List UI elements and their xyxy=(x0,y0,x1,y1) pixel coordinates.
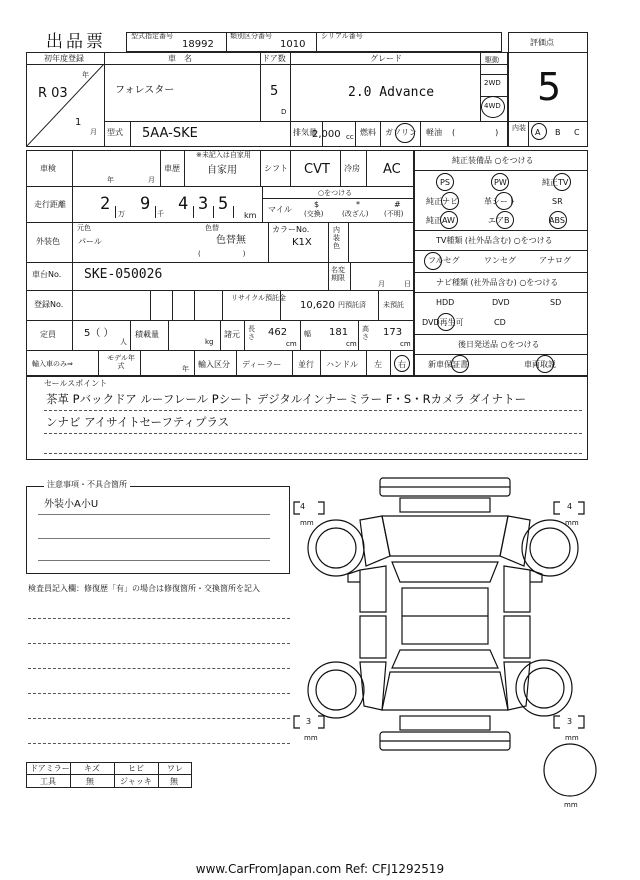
equip-abs: ABS xyxy=(549,216,565,225)
equip-leather-circle xyxy=(495,192,513,210)
fuel-light-oil: 軽油 xyxy=(426,128,442,137)
equip-sr: SR xyxy=(552,197,563,206)
mileage-digit: 3 xyxy=(198,194,209,214)
interior-color-label: 内装色 xyxy=(333,226,340,251)
mileage-exchange-sym: $ xyxy=(314,200,320,209)
name-change-day: 日 xyxy=(404,280,411,288)
tv-fullseg: フルセグ xyxy=(428,256,460,265)
drive-4wd-circle xyxy=(481,96,505,118)
after-warranty: 新車保証書 xyxy=(428,360,468,369)
import-dealer: ディーラー xyxy=(242,360,282,369)
doors-label: ドア数 xyxy=(262,54,286,63)
mileage-unknown-sym: # xyxy=(394,200,401,209)
shift-value: CVT xyxy=(304,162,330,177)
load-label: 積載量 xyxy=(135,330,159,339)
equip-aw: 純正AW xyxy=(426,216,455,225)
mileage-unit: km xyxy=(244,211,257,220)
mileage-digit: 9 xyxy=(140,194,151,214)
drive-2wd: 2WD xyxy=(484,79,501,87)
mileage-circle-note: ○をつける xyxy=(318,189,353,197)
missing-h3: ヒビ xyxy=(128,764,144,773)
capacity-unit: 人 xyxy=(120,338,127,346)
mileage-man-unit: 万 xyxy=(118,210,125,218)
missing-r1: 工具 xyxy=(40,777,56,786)
interior-grade-b: B xyxy=(555,128,561,137)
dims-label: 諸元 xyxy=(224,330,240,339)
recycle-unit: 円預託済 xyxy=(338,301,366,309)
tire-rl-depth: 3 xyxy=(306,717,312,726)
capacity-label: 定員 xyxy=(40,330,56,339)
handle-right-circle xyxy=(394,355,410,372)
interior-a-circle xyxy=(531,123,547,140)
model-year-unit: 年 xyxy=(182,365,189,373)
color-label: 外装色 xyxy=(36,237,60,246)
model-year-label: モデル年式 xyxy=(107,354,135,371)
navi-cd: CD xyxy=(494,318,506,327)
fuel-gasoline-circle xyxy=(395,123,415,143)
class-label: 類別区分番号 xyxy=(230,32,272,40)
tv-type-title: TV種類 (社外品含む) ○をつける xyxy=(436,236,553,245)
navi-hdd: HDD xyxy=(436,298,455,307)
type-cert-label: 型式指定番号 xyxy=(131,32,173,40)
missing-r2: 無 xyxy=(86,777,94,786)
mileage-altered-sym: * xyxy=(356,200,360,209)
serial-label: シリアル番号 xyxy=(321,32,363,40)
tv-oneseg: ワンセグ xyxy=(484,256,516,265)
missing-h1: ドアミラー xyxy=(30,764,70,773)
model-label: 型式 xyxy=(107,128,123,137)
interior-label: 内装 xyxy=(512,124,526,132)
model-value: 5AA-SKE xyxy=(142,126,198,141)
shift-label: シフト xyxy=(264,164,288,173)
type-cert-value: 18992 xyxy=(182,39,214,50)
notes-line1: 外装小A小U xyxy=(44,499,99,510)
height-value: 173 xyxy=(383,327,403,338)
mileage-altered: (改ざん) xyxy=(342,210,369,218)
equip-abs-circle xyxy=(549,211,567,229)
mileage-digit: 5 xyxy=(218,194,229,214)
history-label: 車歴 xyxy=(164,164,180,173)
mileage-exchange: (交換) xyxy=(304,210,324,218)
rating-value: 5 xyxy=(537,65,562,109)
color-no-value: K1X xyxy=(292,237,312,248)
equip-tv: 純正TV xyxy=(542,178,569,187)
tire-rr-unit: mm xyxy=(565,734,579,742)
doors-value: 5 xyxy=(270,84,279,99)
rating-label: 評価点 xyxy=(530,38,554,47)
handle-right: 右 xyxy=(398,360,406,369)
interior-grade-c: C xyxy=(574,128,580,137)
tv-analog: アナログ xyxy=(539,256,571,265)
mileage-miles: マイル xyxy=(268,205,292,214)
fuel-label: 燃料 xyxy=(360,128,376,137)
ac-label: 冷房 xyxy=(344,164,360,173)
length-value: 462 xyxy=(268,327,288,338)
chassis-value: SKE-050026 xyxy=(84,267,163,282)
load-unit: kg xyxy=(205,338,214,346)
spare-tire-unit: mm xyxy=(564,801,578,809)
first-reg-era: R 03 xyxy=(38,86,68,101)
equip-pw-circle xyxy=(491,173,509,191)
length-label: 長さ xyxy=(248,325,255,342)
color-paren: ( ) xyxy=(198,250,246,258)
height-label: 高さ xyxy=(362,325,369,342)
notes-label: 注意事項・不具合箇所 xyxy=(44,481,130,489)
grade-label: グレード xyxy=(370,54,402,63)
mileage-unknown: (不明) xyxy=(384,210,404,218)
sales-point-line2: ンナビ アイサイトセーフティプラス xyxy=(46,415,230,429)
equip-airbag-circle xyxy=(496,211,514,229)
chassis-label: 車台No. xyxy=(32,270,62,279)
capacity-value: 5（ ） xyxy=(84,328,114,339)
height-unit: cm xyxy=(400,340,411,348)
recycle-label: リサイクル預託金 xyxy=(231,294,287,302)
car-name-value: フォレスター xyxy=(115,85,175,96)
import-parallel: 並行 xyxy=(298,360,314,369)
after-send-title: 後日発送品 ○をつける xyxy=(458,340,540,349)
car-damage-diagram xyxy=(290,470,600,810)
equip-leather: 革シート xyxy=(484,197,516,206)
inspection-month-unit: 月 xyxy=(148,176,155,184)
tire-fl-depth: 4 xyxy=(300,502,306,511)
name-change-label: 名変期限 xyxy=(331,266,345,283)
mileage-digit: 2 xyxy=(100,194,111,214)
tv-fullseg-circle xyxy=(424,252,442,270)
first-reg-month: 1 xyxy=(75,117,82,128)
fuel-paren: ( ) xyxy=(452,128,499,137)
mileage-digit: 4 xyxy=(178,194,189,214)
tire-rr-depth: 3 xyxy=(567,717,573,726)
drive-label: 駆動 xyxy=(485,56,499,64)
handle-left: 左 xyxy=(374,360,382,369)
navi-dvd-play: DVD再生可 xyxy=(422,318,464,327)
missing-h4: ワレ xyxy=(167,764,183,773)
drive-4wd: 4WD xyxy=(484,102,501,110)
equip-airbag: エアB xyxy=(488,216,510,225)
equip-tv-circle xyxy=(553,173,571,191)
displacement-unit: cc xyxy=(346,133,354,141)
regno-label: 登録No. xyxy=(34,300,64,309)
sales-point-line1: 茶革 Pバックドア ルーフレール Pシート デジタルインナーミラー F・S・Rカメラ ダイナトー xyxy=(46,392,527,406)
missing-r3: ジャッキ xyxy=(120,777,152,786)
width-label: 幅 xyxy=(304,330,311,338)
color-change-label: 色替 xyxy=(205,224,219,232)
color-change-value: 色替無 xyxy=(216,235,246,246)
car-name-label: 車 名 xyxy=(168,54,192,63)
displacement-value: 2,000 xyxy=(312,129,341,140)
sales-point-label: セールスポイント xyxy=(44,379,108,388)
footer-watermark: www.CarFromJapan.com Ref: CFJ1292519 xyxy=(195,862,445,876)
equip-navi-circle xyxy=(441,192,459,210)
color-orig-label: 元色 xyxy=(77,224,91,232)
import-type-label: 輸入区分 xyxy=(198,360,230,369)
history-value: 自家用 xyxy=(207,165,237,176)
interior-grade-a: A xyxy=(535,128,541,137)
navi-dvd-play-circle xyxy=(437,313,455,331)
mileage-sen-unit: 千 xyxy=(157,210,164,218)
color-no-label: カラーNo. xyxy=(272,225,310,234)
width-unit: cm xyxy=(346,340,357,348)
doors-sub: D xyxy=(281,108,287,116)
after-warranty-circle xyxy=(451,355,469,373)
equip-ps: PS xyxy=(440,178,450,187)
equip-pw: PW xyxy=(494,178,507,187)
first-reg-label: 初年度登録 xyxy=(44,54,84,63)
name-change-month: 月 xyxy=(378,280,385,288)
tire-fl-unit: mm xyxy=(300,519,314,527)
history-note: ※未記入は自家用 xyxy=(196,151,251,159)
grade-value: 2.0 Advance xyxy=(348,85,435,100)
fuel-gasoline: ガソリン xyxy=(385,128,417,137)
missing-r4: 無 xyxy=(170,777,178,786)
missing-h2: キズ xyxy=(84,764,100,773)
inspection-year-unit: 年 xyxy=(107,176,114,184)
equip-ps-circle xyxy=(436,173,454,191)
after-manual: 車両取説 xyxy=(524,360,556,369)
tire-rl-unit: mm xyxy=(304,734,318,742)
equip-navi: 純正ナビ xyxy=(426,197,458,206)
mileage-label: 走行距離 xyxy=(34,200,66,209)
after-manual-circle xyxy=(536,355,554,373)
inspector-label: 検査員記入欄：修復歴「有」の場合は修復箇所・交換箇所を記入 xyxy=(28,584,260,593)
sheet-title: 出品票 xyxy=(46,32,106,52)
factory-equipment-title: 純正装備品 ○をつける xyxy=(452,156,534,165)
month-unit: 月 xyxy=(90,128,97,136)
ac-value: AC xyxy=(383,162,401,177)
equip-aw-circle xyxy=(440,211,458,229)
inspection-label: 車検 xyxy=(40,164,56,173)
year-unit: 年 xyxy=(82,71,89,79)
handle-label: ハンドル xyxy=(326,360,358,369)
recycle-value: 10,620 xyxy=(300,300,335,311)
length-unit: cm xyxy=(286,340,297,348)
navi-type-title: ナビ種類 (社外品含む) ○をつける xyxy=(436,278,559,287)
navi-dvd: DVD xyxy=(492,298,510,307)
navi-sd: SD xyxy=(550,298,562,307)
displacement-label: 排気量 xyxy=(293,128,317,137)
tire-fr-unit: mm xyxy=(565,519,579,527)
recycle-unpaid: 未預託 xyxy=(383,301,404,309)
class-value: 1010 xyxy=(280,39,306,50)
color-orig-value: パール xyxy=(78,237,102,246)
import-label: 輸入車のみ⇒ xyxy=(32,360,73,368)
width-value: 181 xyxy=(329,327,349,338)
tire-fr-depth: 4 xyxy=(567,502,573,511)
